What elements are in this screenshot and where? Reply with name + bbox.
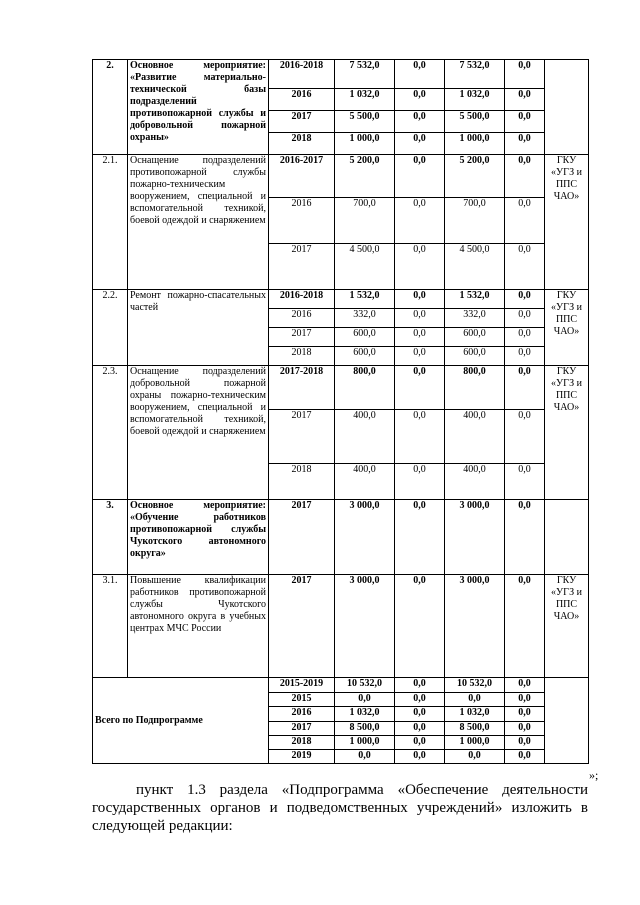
item-number: 2.1.: [93, 155, 128, 290]
total-amount-cell: 4 500,0: [335, 244, 395, 290]
okrug-budget-cell: 3 000,0: [445, 575, 505, 678]
okrug-budget-cell: 8 500,0: [445, 722, 505, 736]
okrug-budget-cell: 800,0: [445, 366, 505, 410]
responsible-executor: ГКУ «УГЗ и ППС ЧАО»: [545, 290, 589, 366]
item-number: 3.1.: [93, 575, 128, 678]
federal-budget-cell: 0,0: [395, 60, 445, 89]
period-cell: 2017: [269, 410, 335, 464]
responsible-executor: [545, 60, 589, 155]
okrug-budget-cell: 1 032,0: [445, 89, 505, 111]
item-name: Ремонт пожарно-спасательных частей: [128, 290, 269, 366]
other-sources-cell: 0,0: [505, 111, 545, 133]
other-sources-cell: 0,0: [505, 328, 545, 347]
federal-budget-cell: 0,0: [395, 736, 445, 750]
responsible-executor: [545, 678, 589, 764]
total-amount-cell: 800,0: [335, 366, 395, 410]
item-name: Повышение квалификации работников противопожарной службы Чукотского автономного округа в учебных центрах МЧС России: [128, 575, 269, 678]
closing-quote: »;: [589, 768, 599, 782]
okrug-budget-cell: 600,0: [445, 347, 505, 366]
item-number: 3.: [93, 500, 128, 575]
okrug-budget-cell: 1 000,0: [445, 736, 505, 750]
total-amount-cell: 10 532,0: [335, 678, 395, 693]
total-amount-cell: 332,0: [335, 309, 395, 328]
federal-budget-cell: 0,0: [395, 347, 445, 366]
period-cell: 2017: [269, 500, 335, 575]
other-sources-cell: 0,0: [505, 678, 545, 693]
federal-budget-cell: 0,0: [395, 244, 445, 290]
period-cell: 2015: [269, 693, 335, 707]
period-cell: 2018: [269, 347, 335, 366]
okrug-budget-cell: 1 000,0: [445, 133, 505, 155]
federal-budget-cell: 0,0: [395, 198, 445, 244]
other-sources-cell: 0,0: [505, 722, 545, 736]
item-name: Оснащение подразделений добровольной пожарной охраны пожарно-техническим вооружением, специальной и вспомогательной техникой, боевой одеждой и снаряжением: [128, 366, 269, 500]
total-amount-cell: 3 000,0: [335, 500, 395, 575]
total-row: [93, 678, 589, 693]
other-sources-cell: 0,0: [505, 60, 545, 89]
table-row: [93, 500, 589, 575]
table-row: [93, 290, 589, 309]
total-amount-cell: 400,0: [335, 410, 395, 464]
okrug-budget-cell: 400,0: [445, 464, 505, 500]
item-number: 2.2.: [93, 290, 128, 366]
federal-budget-cell: 0,0: [395, 89, 445, 111]
total-amount-cell: 600,0: [335, 328, 395, 347]
period-cell: 2017: [269, 722, 335, 736]
federal-budget-cell: 0,0: [395, 111, 445, 133]
okrug-budget-cell: 1 032,0: [445, 707, 505, 722]
period-cell: 2017: [269, 244, 335, 290]
federal-budget-cell: 0,0: [395, 328, 445, 347]
federal-budget-cell: 0,0: [395, 464, 445, 500]
total-amount-cell: 400,0: [335, 464, 395, 500]
okrug-budget-cell: 4 500,0: [445, 244, 505, 290]
federal-budget-cell: 0,0: [395, 678, 445, 693]
other-sources-cell: 0,0: [505, 244, 545, 290]
federal-budget-cell: 0,0: [395, 693, 445, 707]
federal-budget-cell: 0,0: [395, 309, 445, 328]
federal-budget-cell: 0,0: [395, 155, 445, 198]
okrug-budget-cell: 5 500,0: [445, 111, 505, 133]
table-body: [93, 60, 589, 764]
federal-budget-cell: 0,0: [395, 575, 445, 678]
other-sources-cell: 0,0: [505, 410, 545, 464]
total-amount-cell: 700,0: [335, 198, 395, 244]
period-cell: 2016-2018: [269, 60, 335, 89]
other-sources-cell: 0,0: [505, 347, 545, 366]
table-row: [93, 60, 589, 89]
total-amount-cell: 3 000,0: [335, 575, 395, 678]
total-amount-cell: 1 000,0: [335, 133, 395, 155]
other-sources-cell: 0,0: [505, 575, 545, 678]
okrug-budget-cell: 1 532,0: [445, 290, 505, 309]
item-name: Оснащение подразделений противопожарной службы пожарно-техническим вооружением, специальной и вспомогательной техникой, боевой одеждой и снаряжением: [128, 155, 269, 290]
total-amount-cell: 1 000,0: [335, 736, 395, 750]
okrug-budget-cell: 10 532,0: [445, 678, 505, 693]
federal-budget-cell: 0,0: [395, 750, 445, 764]
total-amount-cell: 7 532,0: [335, 60, 395, 89]
other-sources-cell: 0,0: [505, 500, 545, 575]
okrug-budget-cell: 0,0: [445, 693, 505, 707]
other-sources-cell: 0,0: [505, 155, 545, 198]
other-sources-cell: 0,0: [505, 464, 545, 500]
other-sources-cell: 0,0: [505, 736, 545, 750]
other-sources-cell: 0,0: [505, 309, 545, 328]
table-row: [93, 155, 589, 198]
period-cell: 2015-2019: [269, 678, 335, 693]
total-amount-cell: 600,0: [335, 347, 395, 366]
other-sources-cell: 0,0: [505, 133, 545, 155]
total-amount-cell: 1 032,0: [335, 89, 395, 111]
federal-budget-cell: 0,0: [395, 366, 445, 410]
total-amount-cell: 5 500,0: [335, 111, 395, 133]
period-cell: 2016: [269, 198, 335, 244]
responsible-executor: ГКУ «УГЗ и ППС ЧАО»: [545, 155, 589, 290]
federal-budget-cell: 0,0: [395, 722, 445, 736]
total-amount-cell: 8 500,0: [335, 722, 395, 736]
period-cell: 2018: [269, 133, 335, 155]
total-amount-cell: 5 200,0: [335, 155, 395, 198]
federal-budget-cell: 0,0: [395, 410, 445, 464]
other-sources-cell: 0,0: [505, 707, 545, 722]
period-cell: 2016: [269, 707, 335, 722]
federal-budget-cell: 0,0: [395, 133, 445, 155]
item-number: 2.: [93, 60, 128, 155]
table-row: [93, 366, 589, 410]
other-sources-cell: 0,0: [505, 366, 545, 410]
responsible-executor: ГКУ «УГЗ и ППС ЧАО»: [545, 366, 589, 500]
item-name: Основное мероприятие: «Обучение работников противопожарной службы Чукотского автономного округа»: [128, 500, 269, 575]
period-cell: 2018: [269, 736, 335, 750]
period-cell: 2017: [269, 328, 335, 347]
period-cell: 2016: [269, 309, 335, 328]
total-amount-cell: 1 032,0: [335, 707, 395, 722]
okrug-budget-cell: 7 532,0: [445, 60, 505, 89]
okrug-budget-cell: 600,0: [445, 328, 505, 347]
total-amount-cell: 1 532,0: [335, 290, 395, 309]
other-sources-cell: 0,0: [505, 750, 545, 764]
federal-budget-cell: 0,0: [395, 290, 445, 309]
item-name: Основное мероприятие: «Развитие материально-технической базы подразделений противопожарной службы и добровольной пожарной охраны»: [128, 60, 269, 155]
federal-budget-cell: 0,0: [395, 500, 445, 575]
other-sources-cell: 0,0: [505, 89, 545, 111]
other-sources-cell: 0,0: [505, 198, 545, 244]
amendment-paragraph: пункт 1.3 раздела «Подпрограмма «Обеспечение деятельности государственных органов и подведомственных учреждений» изложить в следующей редакции:: [92, 782, 588, 834]
other-sources-cell: 0,0: [505, 290, 545, 309]
okrug-budget-cell: 700,0: [445, 198, 505, 244]
period-cell: 2016: [269, 89, 335, 111]
total-amount-cell: 0,0: [335, 693, 395, 707]
total-label: Всего по Подпрограмме: [93, 678, 269, 764]
item-number: 2.3.: [93, 366, 128, 500]
okrug-budget-cell: 332,0: [445, 309, 505, 328]
table-row: [93, 575, 589, 678]
responsible-executor: [545, 500, 589, 575]
subprogram-budget-table: [92, 59, 589, 764]
okrug-budget-cell: 3 000,0: [445, 500, 505, 575]
period-cell: 2016-2018: [269, 290, 335, 309]
other-sources-cell: 0,0: [505, 693, 545, 707]
total-amount-cell: 0,0: [335, 750, 395, 764]
period-cell: 2017: [269, 111, 335, 133]
period-cell: 2016-2017: [269, 155, 335, 198]
federal-budget-cell: 0,0: [395, 707, 445, 722]
okrug-budget-cell: 5 200,0: [445, 155, 505, 198]
okrug-budget-cell: 400,0: [445, 410, 505, 464]
period-cell: 2019: [269, 750, 335, 764]
period-cell: 2018: [269, 464, 335, 500]
period-cell: 2017-2018: [269, 366, 335, 410]
okrug-budget-cell: 0,0: [445, 750, 505, 764]
period-cell: 2017: [269, 575, 335, 678]
responsible-executor: ГКУ «УГЗ и ППС ЧАО»: [545, 575, 589, 678]
